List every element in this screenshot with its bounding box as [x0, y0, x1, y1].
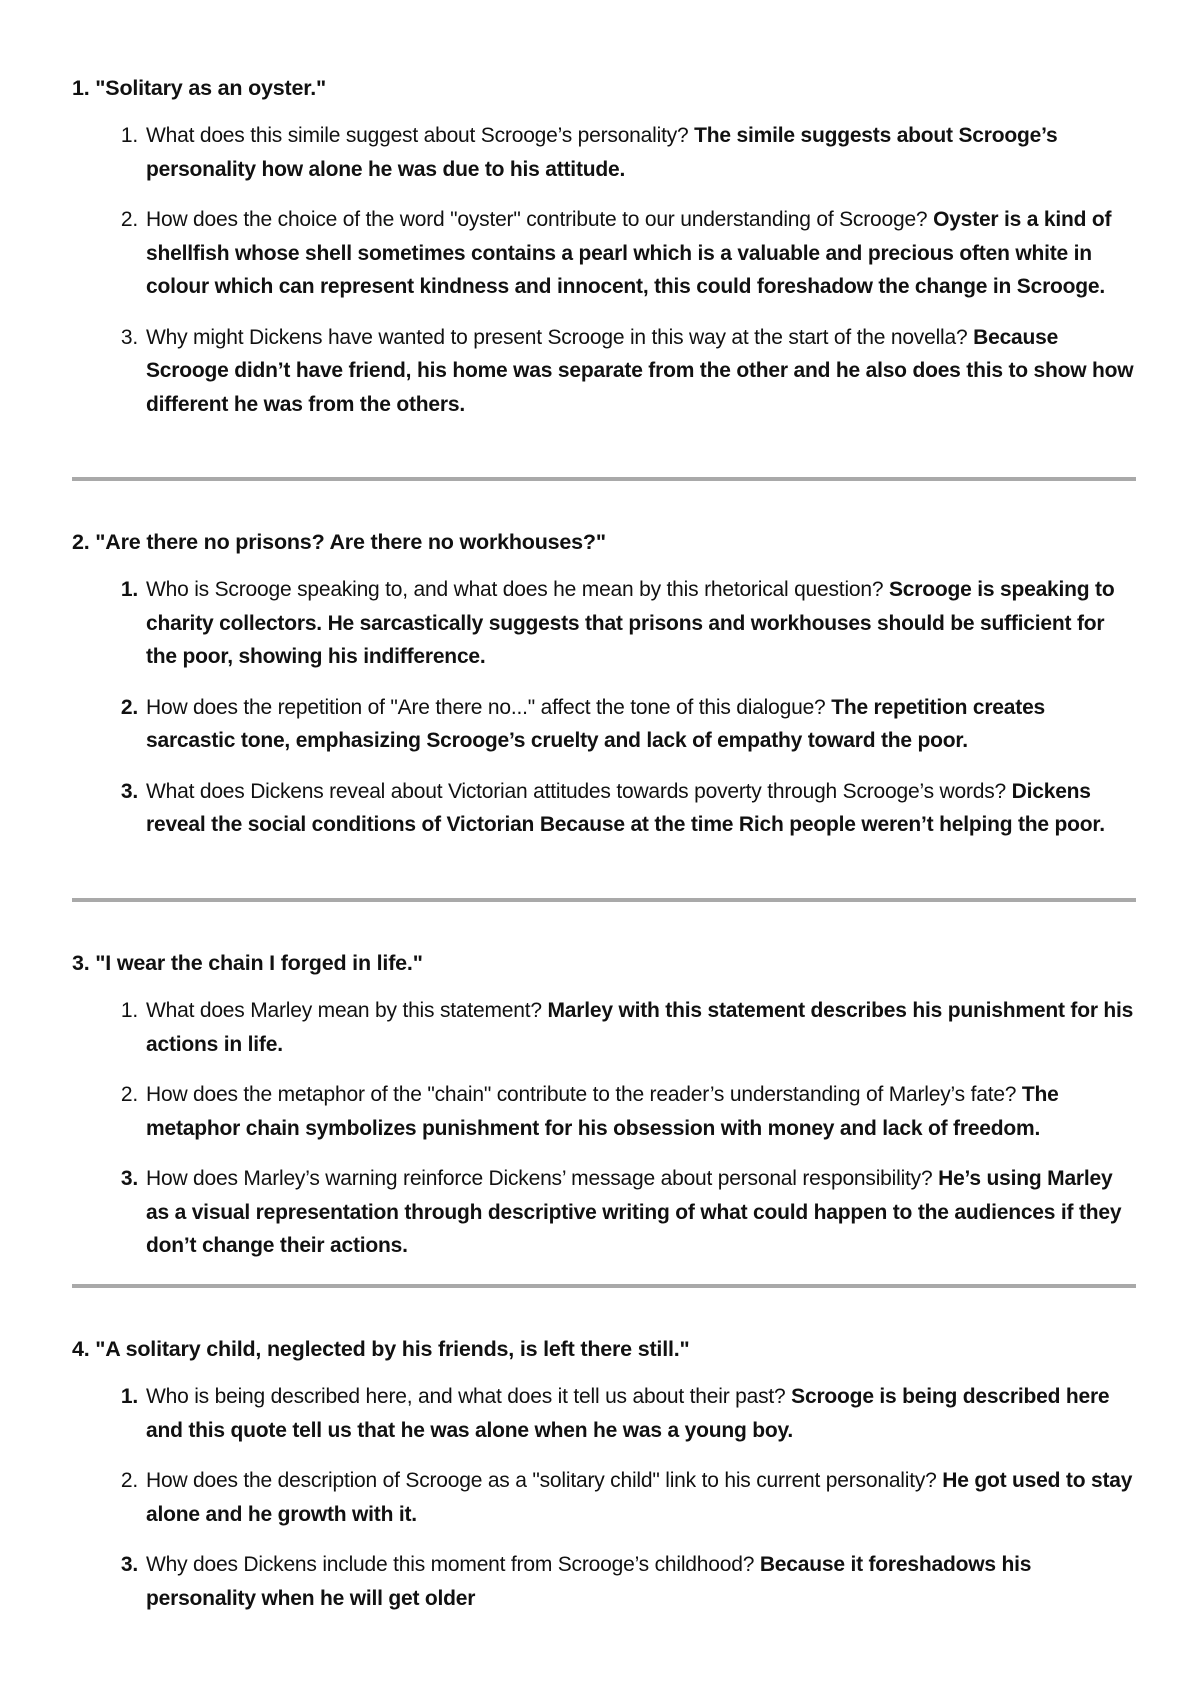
section-4 — [72, 1332, 1137, 1632]
item-number: 3. — [120, 1167, 138, 1190]
item-number: 2. — [120, 1469, 138, 1492]
item-number: 2. — [120, 1083, 138, 1106]
question-text: Who is Scrooge speaking to, and what does he mean by this rhetorical question? — [146, 578, 889, 601]
answer-text: The repetition creates sarcastic tone, emphasizing Scrooge’s cruelty and lack of empathy toward the poor. — [146, 695, 1046, 752]
item-number: 1. — [120, 1385, 138, 1408]
list-item — [72, 994, 1137, 1061]
horizontal-divider — [72, 1284, 1136, 1288]
list-item — [72, 1548, 1137, 1615]
question-text: How does the metaphor of the "chain" contribute to the reader’s understanding of Marley’s fate? — [146, 1083, 1017, 1106]
item-number: 2. — [120, 695, 138, 719]
item-number: 1. — [120, 578, 138, 601]
list-item — [72, 691, 1137, 758]
answer-text: Because Scrooge didn’t have friend, his home was separate from the other and he also does this to show how different he was from the others. — [146, 325, 1134, 416]
section-1 — [72, 71, 1137, 438]
horizontal-divider — [72, 898, 1136, 902]
answer-text: Oyster is a kind of shellfish whose shell sometimes contains a pearl which is a valuable and precious often white in colour which can represent kindness and innocent, this could foreshadow the change in Scrooge. — [146, 208, 1112, 298]
question-text: How does the choice of the word "oyster" contribute to our understanding of Scrooge? — [146, 208, 928, 231]
question-text: What does Marley mean by this statement? — [146, 999, 542, 1022]
answer-text: Because it foreshadows his personality when he will get older — [146, 1553, 1032, 1610]
question-text: How does Marley’s warning reinforce Dickens’ message about personal responsibility? — [146, 1167, 933, 1190]
question-text: How does the repetition of "Are there no..." affect the tone of this dialogue? — [146, 695, 826, 719]
answer-text: The metaphor chain symbolizes punishment for his obsession with money and lack of freedom. — [146, 1083, 1059, 1140]
section-heading: 4. "A solitary child, neglected by his friends, is left there still." — [72, 1337, 690, 1361]
section-2 — [72, 525, 1137, 859]
list-item — [72, 321, 1137, 422]
list-item — [72, 573, 1137, 674]
list-item — [72, 1078, 1137, 1145]
section-heading: 2. "Are there no prisons? Are there no workhouses?" — [72, 530, 606, 554]
list-item — [72, 775, 1137, 842]
question-text: What does this simile suggest about Scrooge’s personality? — [146, 124, 689, 147]
answer-text: He got used to stay alone and he growth with it. — [146, 1469, 1133, 1526]
list-item — [72, 1162, 1137, 1263]
answer-text: Scrooge is being described here and this quote tell us that he was alone when he was a young boy. — [146, 1385, 1110, 1442]
section-heading: 1. "Solitary as an oyster." — [72, 76, 326, 100]
question-text: Who is being described here, and what does it tell us about their past? — [146, 1385, 786, 1408]
item-number: 1. — [120, 999, 138, 1022]
answer-text: He’s using Marley as a visual representation through descriptive writing of what could happen to the audiences if they don’t change their actions. — [146, 1167, 1122, 1257]
answer-text: Scrooge is speaking to charity collectors. He sarcastically suggests that prisons and workhouses should be sufficient for the poor, showing his indifference. — [146, 578, 1115, 668]
section-3 — [72, 946, 1137, 1280]
question-text: What does Dickens reveal about Victorian attitudes towards poverty through Scrooge’s words? — [146, 779, 1006, 803]
list-item — [72, 203, 1137, 304]
question-list — [72, 573, 1137, 842]
question-text: How does the description of Scrooge as a "solitary child" link to his current personality? — [146, 1469, 937, 1492]
section-heading: 3. "I wear the chain I forged in life." — [72, 951, 423, 975]
question-text: Why might Dickens have wanted to present Scrooge in this way at the start of the novella? — [146, 325, 968, 349]
list-item — [72, 1464, 1137, 1531]
item-number: 2. — [120, 208, 138, 231]
item-number: 3. — [120, 1553, 138, 1576]
answer-text: Marley with this statement describes his punishment for his actions in life. — [146, 999, 1134, 1056]
list-item — [72, 1380, 1137, 1447]
answer-text: The simile suggests about Scrooge’s personality how alone he was due to his attitude. — [146, 124, 1058, 181]
item-number: 3. — [120, 325, 138, 349]
question-list — [72, 1380, 1137, 1615]
list-item — [72, 119, 1137, 186]
horizontal-divider — [72, 477, 1136, 481]
answer-text: Dickens reveal the social conditions of Victorian Because at the time Rich people weren’t helping the poor. — [146, 779, 1105, 836]
item-number: 1. — [120, 124, 138, 147]
question-list — [72, 994, 1137, 1263]
question-list — [72, 119, 1137, 421]
item-number: 3. — [120, 779, 138, 803]
question-text: Why does Dickens include this moment from Scrooge’s childhood? — [146, 1553, 755, 1576]
